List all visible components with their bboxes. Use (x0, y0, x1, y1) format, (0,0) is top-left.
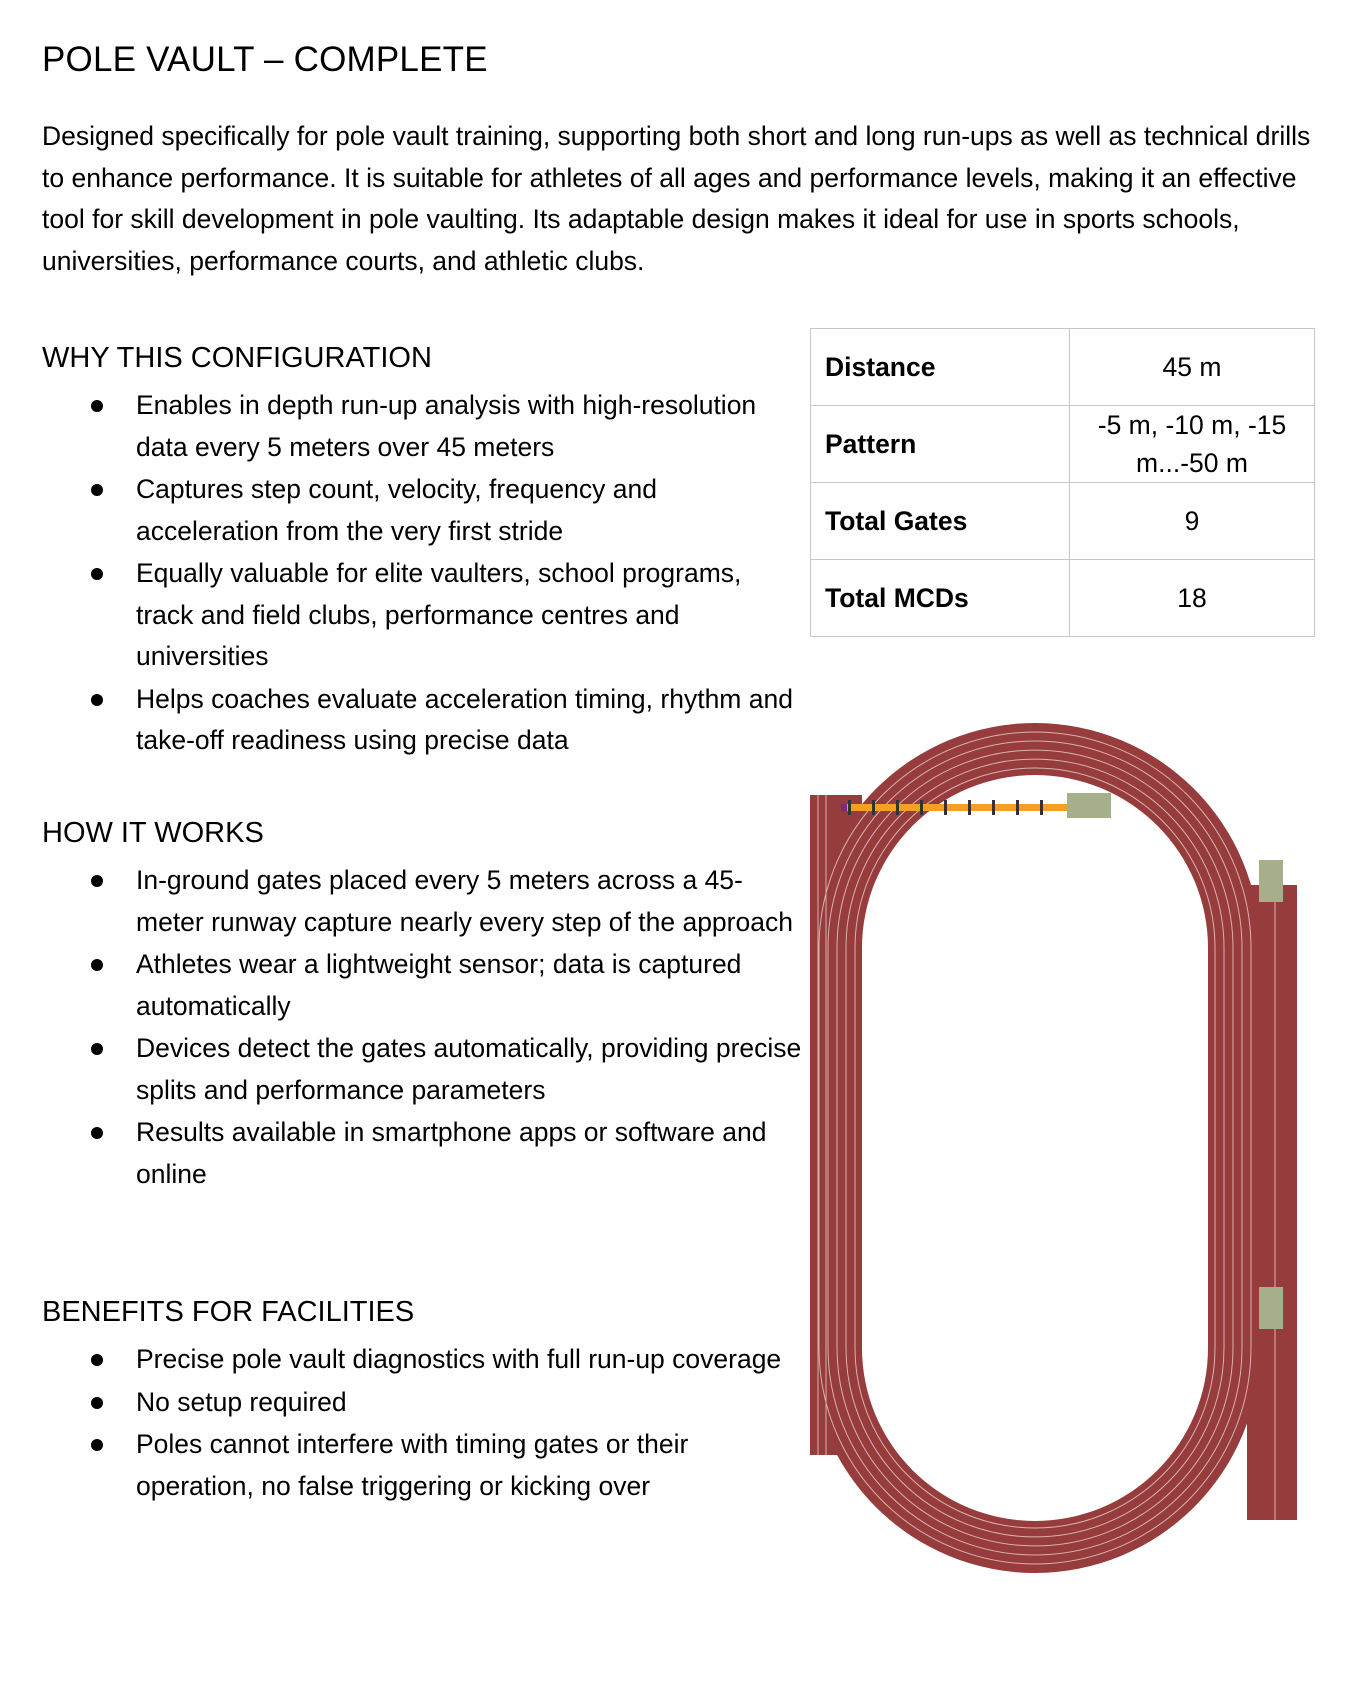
landing-pit (1259, 1287, 1283, 1329)
spec-value: 45 m (1070, 329, 1315, 406)
benefits-list (42, 1339, 802, 1508)
list-item: Athletes wear a lightweight sensor; data is captured automatically (42, 944, 802, 1027)
runway (843, 804, 1069, 811)
list-item: Devices detect the gates automatically, providing precise splits and performance parameters (42, 1028, 802, 1111)
timing-gate (992, 800, 995, 815)
bullet-icon (91, 1397, 103, 1409)
landing-pit (1259, 860, 1283, 902)
spec-value: -5 m, -10 m, -15 m...-50 m (1070, 406, 1315, 483)
spec-value: 18 (1070, 560, 1315, 637)
bullet-icon (91, 959, 103, 971)
lane-line (837, 750, 1233, 1546)
timing-gate (920, 800, 923, 815)
intro-paragraph: Designed specifically for pole vault training, supporting both short and long run-ups as well as technical drills to enhance performance. It is suitable for athletes of all ages and performance levels, making it an effective tool for skill development in pole vaulting. Its adaptable design makes it ideal for use in sports schools, universities, performance courts, and athletic clubs. (42, 121, 1311, 276)
bullet-icon (91, 1439, 103, 1451)
list-item: Equally valuable for elite vaulters, school programs, track and field clubs, performance centres and universities (42, 553, 802, 678)
list-item: Poles cannot interfere with timing gates or their operation, no false triggering or kicking over (42, 1424, 802, 1507)
list-item: In-ground gates placed every 5 meters across a 45-meter runway capture nearly every step of the approach (42, 860, 802, 943)
bullet-icon (91, 568, 103, 580)
spec-label: Distance (811, 329, 1070, 406)
timing-gate (872, 800, 875, 815)
landing-pit (1067, 793, 1111, 818)
track-diagram (805, 700, 1325, 1600)
bullet-icon (91, 484, 103, 496)
bullet-icon (91, 1043, 103, 1055)
spec-label: Total MCDs (811, 560, 1070, 637)
lane-line (828, 741, 1242, 1555)
timing-gate (944, 800, 947, 815)
why-heading: WHY THIS CONFIGURATION (42, 342, 432, 374)
timing-gate (1016, 800, 1019, 815)
page-title: POLE VAULT – COMPLETE (42, 40, 488, 79)
table-row (811, 406, 1315, 483)
timing-gate (1040, 800, 1043, 815)
spec-label: Total Gates (811, 483, 1070, 560)
bullet-icon (91, 400, 103, 412)
bullet-icon (91, 694, 103, 706)
runway-start (841, 804, 847, 811)
table-row (811, 560, 1315, 637)
spec-value: 9 (1070, 483, 1315, 560)
list-item: Precise pole vault diagnostics with full run-up coverage (42, 1339, 802, 1381)
specs-table (810, 328, 1315, 637)
timing-gate (896, 800, 899, 815)
timing-gate (968, 800, 971, 815)
timing-gate (848, 800, 851, 815)
why-list (42, 385, 802, 763)
table-row (811, 329, 1315, 406)
bullet-icon (91, 1127, 103, 1139)
lane-line (846, 759, 1224, 1537)
list-item: Captures step count, velocity, frequency and acceleration from the very first stride (42, 469, 802, 552)
track-oval (810, 723, 1260, 1573)
how-heading: HOW IT WORKS (42, 817, 264, 849)
list-item: No setup required (42, 1382, 802, 1424)
table-row (811, 483, 1315, 560)
spec-label: Pattern (811, 406, 1070, 483)
how-list (42, 860, 802, 1196)
lane-line (855, 768, 1215, 1528)
bullet-icon (91, 875, 103, 887)
list-item: Helps coaches evaluate acceleration timing, rhythm and take-off readiness using precise data (42, 679, 802, 762)
list-item: Enables in depth run-up analysis with high-resolution data every 5 meters over 45 meters (42, 385, 802, 468)
bullet-icon (91, 1354, 103, 1366)
benefits-heading: BENEFITS FOR FACILITIES (42, 1296, 415, 1328)
list-item: Results available in smartphone apps or software and online (42, 1112, 802, 1195)
